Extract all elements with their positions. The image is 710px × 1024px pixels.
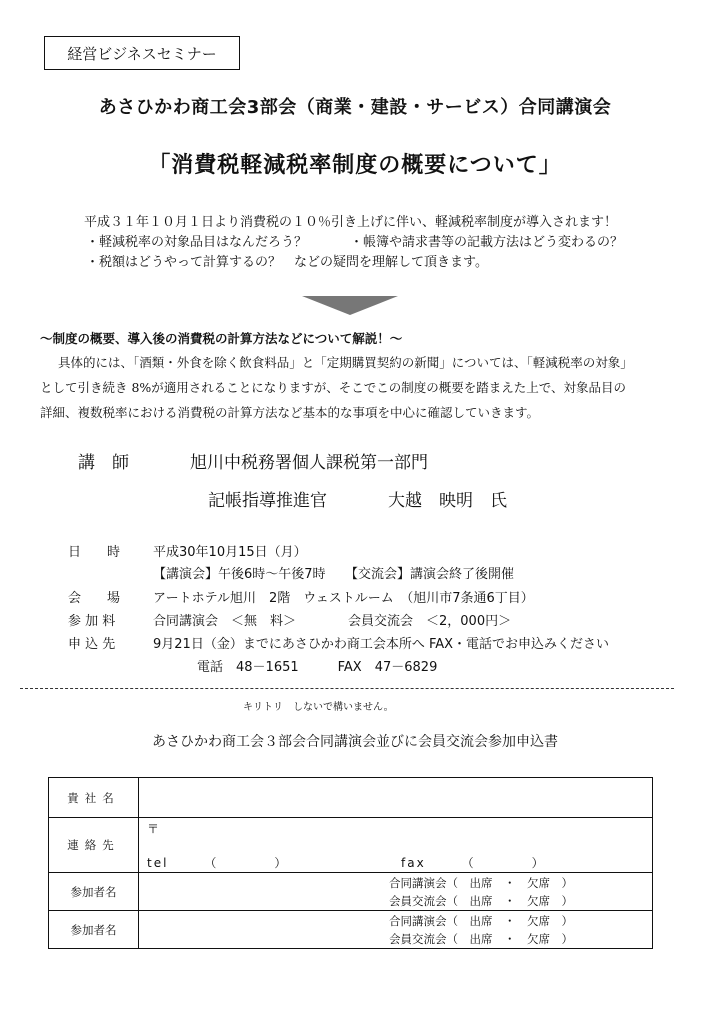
- description: [40, 350, 680, 425]
- intro-question: ・税額はどうやって計算するの？ などの疑問を理解して頂きます。: [86, 255, 488, 270]
- event-headline: あさひかわ商工会3部会（商業・建設・サービス）合同講演会: [98, 97, 612, 118]
- schedule-value: 電話 48－1651 FAX 47－6829: [197, 660, 438, 675]
- lecture-attendance-option[interactable]: 合同講演会（ 出席 ・ 欠席 ）: [389, 913, 573, 928]
- tel-field[interactable]: tel （ ）: [147, 856, 289, 870]
- subheading: ～制度の概要、導入後の消費税の計算方法などについて解説！～: [40, 331, 403, 346]
- fax-field[interactable]: fax （ ）: [401, 856, 546, 870]
- schedule-value: 合同講演会 ＜無 料＞ 会員交流会 ＜2，000円＞: [153, 614, 512, 629]
- form-title: あさひかわ商工会３部会合同講演会並びに会員交流会参加申込書: [152, 734, 558, 750]
- schedule-label: 会 場: [68, 591, 121, 606]
- lecture-attendance-option[interactable]: 合同講演会（ 出席 ・ 欠席 ）: [389, 875, 573, 890]
- contact-field[interactable]: [139, 818, 653, 873]
- description-line: として引き続き 8%が適用されることになりますが、そこでこの制度の概要を踏まえた上で、対象品目の: [40, 380, 627, 395]
- lecturer-name: 大越 映明 氏: [388, 491, 507, 511]
- company-field[interactable]: [139, 778, 653, 818]
- schedule-value: 平成30年10月15日（月）: [153, 545, 307, 560]
- cut-line: [20, 688, 674, 689]
- lecturer-org: 旭川中税務署個人課税第一部門: [190, 453, 428, 473]
- application-form: [48, 777, 653, 949]
- exchange-attendance-option[interactable]: 会員交流会（ 出席 ・ 欠席 ）: [389, 931, 573, 946]
- company-label: 貴社名: [49, 778, 139, 818]
- participant-label: 参加者名: [49, 911, 139, 949]
- schedule-label: 申 込 先: [68, 637, 116, 652]
- down-arrow-icon: [302, 296, 398, 315]
- lecturer-position: 記帳指導推進官: [208, 491, 327, 511]
- intro-question: ・帳簿や請求書等の記載方法はどう変わるの？: [350, 235, 624, 250]
- participant-field[interactable]: [139, 911, 653, 949]
- participant-field[interactable]: [139, 873, 653, 911]
- intro-question: ・軽減税率の対象品目はなんだろう？: [86, 235, 308, 250]
- schedule-value: 【講演会】午後6時～午後7時 【交流会】講演会終了後開催: [153, 567, 515, 582]
- intro-line: 平成３１年１０月１日より消費税の１０％引き上げに伴い、軽減税率制度が導入されます！: [84, 215, 618, 230]
- cut-note: キリトリ しないで構いません。: [243, 702, 394, 713]
- description-line: 具体的には、「酒類・外食を除く飲食料品」と「定期購買契約の新聞」については、「軽減税率の対象」: [58, 355, 633, 370]
- exchange-attendance-option[interactable]: 会員交流会（ 出席 ・ 欠席 ）: [389, 893, 573, 908]
- seminar-title: 「消費税軽減税率制度の概要について」: [148, 153, 562, 178]
- postal-mark: 〒: [147, 822, 160, 836]
- description-line: 詳細、複数税率における消費税の計算方法など基本的な事項を中心に確認していきます。: [40, 405, 540, 420]
- participant-label: 参加者名: [49, 873, 139, 911]
- schedule-label: 参 加 料: [68, 614, 116, 629]
- category-label: 経営ビジネスセミナー: [44, 36, 240, 70]
- schedule-value: 9月21日（金）までにあさひかわ商工会本所へ FAX・電話でお申込みください: [153, 637, 610, 652]
- schedule-value: アートホテル旭川 2階 ウェストルーム （旭川市7条通6丁目）: [153, 591, 534, 606]
- contact-label: 連絡先: [49, 818, 139, 873]
- lecturer-label: 講 師: [78, 453, 129, 473]
- schedule-label: 日 時: [68, 545, 121, 560]
